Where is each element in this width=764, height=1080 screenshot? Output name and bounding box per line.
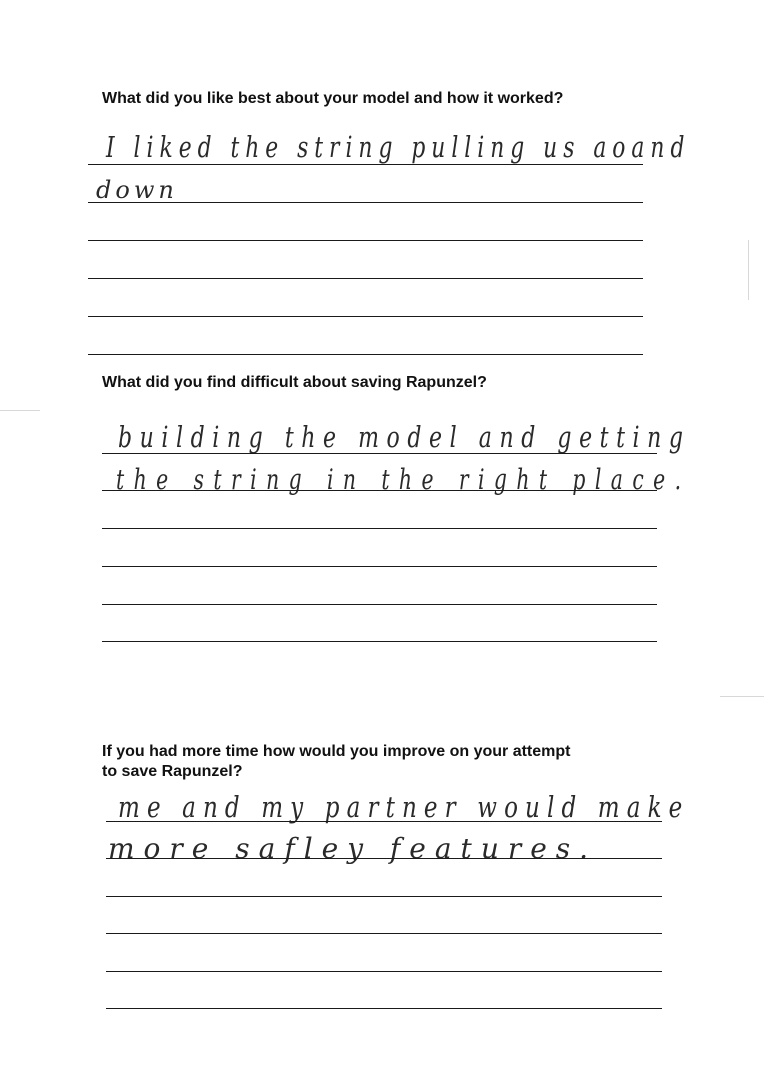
scan-edge-mark (748, 240, 749, 300)
answer-rule (88, 240, 643, 241)
question-2-answer-line-1: building the model and getting (118, 420, 691, 454)
answer-rule (102, 566, 657, 567)
question-3-prompt (102, 742, 570, 782)
scan-edge-mark (720, 696, 764, 697)
question-2-answer-line-2: the string in the right place. (116, 463, 691, 496)
answer-rule (102, 528, 657, 529)
answer-rule (88, 164, 643, 165)
question-1-prompt: What did you like best about your model and how it worked? (102, 90, 564, 107)
question-3-prompt-line-2: to save Rapunzel? (102, 763, 243, 780)
answer-rule (106, 933, 662, 934)
question-1-answer-line-2: down (96, 176, 178, 204)
answer-rule (102, 641, 657, 642)
question-3-prompt-line-1: If you had more time how would you improve on your attempt (102, 743, 571, 760)
answer-rule (106, 821, 662, 822)
question-3-answer-line-1: me and my partner would make (118, 790, 690, 824)
question-3-answer-line-2: more safley features. (108, 832, 598, 865)
question-1-answer-line-1: I liked the string pulling us aoand (106, 130, 691, 164)
answer-rule (106, 858, 662, 859)
scan-edge-mark (0, 410, 40, 411)
answer-rule (88, 354, 643, 355)
answer-rule (106, 896, 662, 897)
answer-rule (106, 1008, 662, 1009)
answer-rule (88, 316, 643, 317)
answer-rule (88, 278, 643, 279)
answer-rule (102, 453, 657, 454)
answer-rule (102, 604, 657, 605)
answer-rule (106, 971, 662, 972)
answer-rule (88, 202, 643, 203)
answer-rule (102, 490, 657, 491)
question-2-prompt: What did you find difficult about saving Rapunzel? (102, 374, 487, 391)
